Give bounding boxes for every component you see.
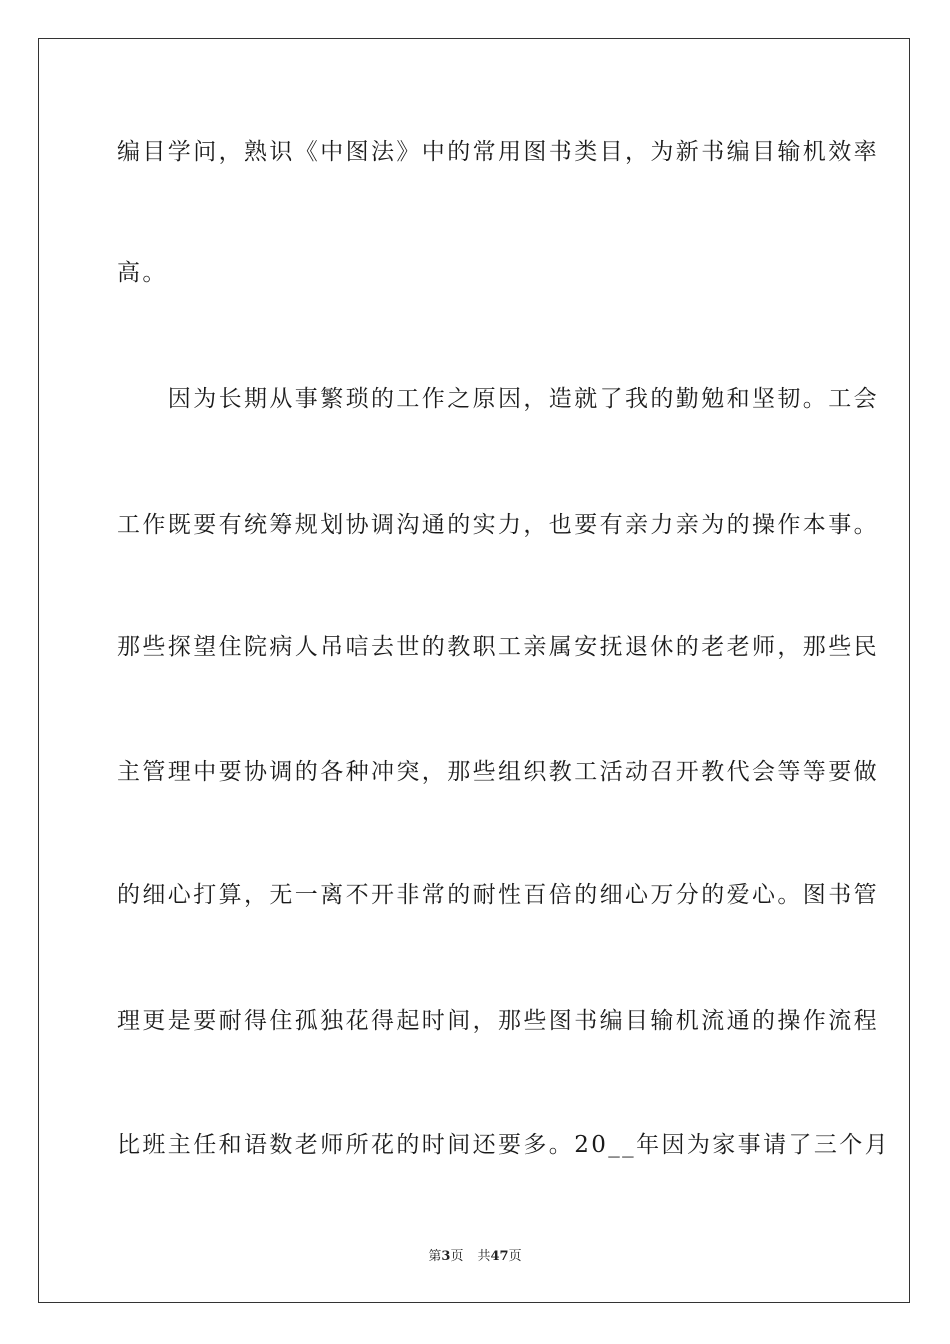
body-text-line-2: 高。 <box>117 260 168 286</box>
total-suffix: 页 <box>508 1249 522 1264</box>
page-footer <box>0 1248 950 1266</box>
body-text-line-5: 那些探望住院病人吊唁去世的教职工亲属安抚退休的老老师，那些民 <box>117 634 879 660</box>
total-pages: 47 <box>490 1249 509 1264</box>
body-text-line-3: 因为长期从事繁琐的工作之原因，造就了我的勤勉和坚韧。工会 <box>117 386 879 412</box>
body-text-line-9: 比班主任和语数老师所花的时间还要多。20__年因为家事请了三个月 <box>117 1132 891 1158</box>
body-text-line-8: 理更是要耐得住孤独花得起时间，那些图书编目输机流通的操作流程 <box>117 1008 879 1034</box>
page-suffix: 页 <box>450 1249 464 1264</box>
body-text-line-6: 主管理中要协调的各种冲突，那些组织教工活动召开教代会等等要做 <box>117 759 879 785</box>
body-text-line-1: 编目学问，熟识《中图法》中的常用图书类目，为新书编目输机效率 <box>117 139 879 165</box>
page-border <box>38 38 910 1303</box>
total-prefix: 共 <box>477 1249 491 1264</box>
body-text-line-4: 工作既要有统筹规划协调沟通的实力，也要有亲力亲为的操作本事。 <box>117 512 879 538</box>
page-prefix: 第 <box>428 1249 442 1264</box>
page-number: 3 <box>441 1249 451 1264</box>
body-text-line-7: 的细心打算，无一离不开非常的耐性百倍的细心万分的爱心。图书管 <box>117 882 879 908</box>
